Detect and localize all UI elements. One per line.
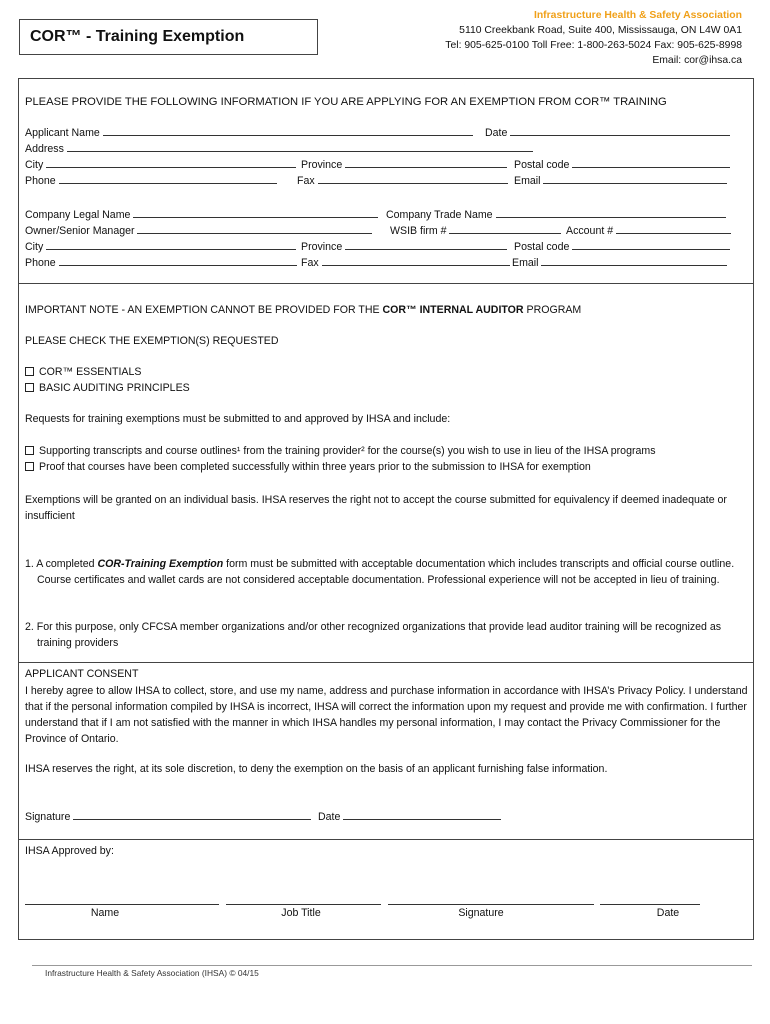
consent-date-label: Date (318, 811, 341, 823)
company-trade-name-label: Company Trade Name (386, 209, 493, 221)
company-legal-name-row (25, 209, 378, 221)
consent-date-row (318, 811, 501, 823)
org-contact-block (445, 8, 742, 68)
consent-heading: APPLICANT CONSENT (25, 668, 139, 680)
proof-label: Proof that courses have been completed successfully within three years prior to the submission to IHSA for exemption (39, 461, 591, 473)
requests-text: Requests for training exemptions must be submitted to and approved by IHSA and include: (25, 413, 451, 425)
applicant-address-row (25, 143, 533, 155)
transcripts-checkbox[interactable] (25, 446, 34, 455)
approval-name-field[interactable] (25, 904, 219, 905)
reserve-text: IHSA reserves the right, at its sole discretion, to deny the exemption on the basis of an applicant furnishing false information. (25, 763, 608, 775)
owner-label: Owner/Senior Manager (25, 225, 135, 237)
company-email-field[interactable] (541, 257, 727, 266)
approval-heading: IHSA Approved by: (25, 845, 114, 857)
granted-text: Exemptions will be granted on an individual basis. IHSA reserves the right not to accept the course submitted for equivalency if deemed inadequate or insufficient (25, 494, 727, 522)
option-basic-auditing[interactable] (25, 382, 190, 394)
applicant-name-label: Applicant Name (25, 127, 100, 139)
applicant-province-label: Province (301, 159, 343, 171)
footnote-1 (25, 556, 743, 588)
account-field[interactable] (616, 225, 731, 234)
essentials-label: COR™ ESSENTIALS (39, 366, 142, 378)
auditor-note-bold: COR™ INTERNAL AUDITOR (382, 304, 524, 316)
applicant-heading: PLEASE PROVIDE THE FOLLOWING INFORMATION IF YOU ARE APPLYING FOR AN EXEMPTION FROM COR™ TRAINING (25, 96, 667, 108)
org-phones: Tel: 905-625-0100 Toll Free: 1-800-263-5024 Fax: 905-625-8998 (445, 40, 742, 51)
company-email-row (512, 257, 727, 269)
proof-checkbox[interactable] (25, 462, 34, 471)
applicant-phone-field[interactable] (59, 175, 277, 184)
requirement-transcripts[interactable] (25, 445, 656, 457)
consent-date-field[interactable] (343, 811, 501, 820)
footer-divider (32, 965, 752, 966)
approval-signature-label: Signature (458, 907, 504, 919)
applicant-date-field[interactable] (510, 127, 730, 136)
form-title: COR™ - Training Exemption (30, 28, 245, 45)
company-city-field[interactable] (46, 241, 296, 250)
applicant-address-field[interactable] (67, 143, 533, 152)
applicant-city-row (25, 159, 296, 171)
company-phone-field[interactable] (59, 257, 297, 266)
company-email-label: Email (512, 257, 539, 269)
wsib-field[interactable] (449, 225, 561, 234)
wsib-row (390, 225, 561, 237)
company-fax-row (301, 257, 510, 269)
applicant-date-label: Date (485, 127, 508, 139)
footnote-1-bold: COR-Training Exemption (97, 558, 224, 570)
org-name: Infrastructure Health & Safety Association (533, 10, 742, 21)
applicant-city-label: City (25, 159, 44, 171)
option-essentials[interactable] (25, 366, 141, 378)
company-trade-name-row (386, 209, 726, 221)
applicant-phone-row (25, 175, 277, 187)
basic-auditing-label: BASIC AUDITING PRINCIPLES (39, 382, 190, 394)
transcripts-label: Supporting transcripts and course outlines¹ from the training provider² for the course(s) you wish to use in lieu of the IHSA programs (39, 445, 656, 457)
company-phone-label: Phone (25, 257, 56, 269)
account-row (566, 225, 731, 237)
applicant-email-row (514, 175, 727, 187)
approval-job-title-label: Job Title (281, 907, 321, 919)
auditor-note (25, 304, 581, 316)
check-heading: PLEASE CHECK THE EXEMPTION(S) REQUESTED (25, 335, 279, 347)
applicant-fax-row (297, 175, 508, 187)
applicant-postal-row (514, 159, 730, 171)
company-fax-label: Fax (301, 257, 319, 269)
applicant-date-row (485, 127, 730, 139)
form-title-box (19, 19, 318, 55)
approval-section (18, 840, 754, 940)
company-legal-name-field[interactable] (133, 209, 378, 218)
consent-signature-label: Signature (25, 811, 71, 823)
company-postal-field[interactable] (572, 241, 730, 250)
applicant-postal-label: Postal code (514, 159, 570, 171)
company-fax-field[interactable] (322, 257, 510, 266)
footnote-2: 2. For this purpose, only CFCSA member organizations and/or other recognized organizations that provide lead auditor training will be recognized as training providers (25, 621, 722, 649)
applicant-city-field[interactable] (46, 159, 296, 168)
company-postal-row (514, 241, 730, 253)
applicant-province-field[interactable] (345, 159, 507, 168)
applicant-address-label: Address (25, 143, 64, 155)
requirement-proof[interactable] (25, 461, 591, 473)
company-province-field[interactable] (345, 241, 507, 250)
auditor-note-prefix: IMPORTANT NOTE - AN EXEMPTION CANNOT BE PROVIDED FOR THE (25, 304, 383, 316)
applicant-fax-label: Fax (297, 175, 315, 187)
applicant-fax-field[interactable] (318, 175, 508, 184)
owner-field[interactable] (137, 225, 372, 234)
footer-copyright: Infrastructure Health & Safety Association (IHSA) © 04/15 (45, 968, 259, 978)
company-legal-name-label: Company Legal Name (25, 209, 131, 221)
company-postal-label: Postal code (514, 241, 570, 253)
approval-date-label: Date (656, 907, 680, 919)
applicant-name-row (25, 127, 473, 139)
company-city-row (25, 241, 296, 253)
basic-auditing-checkbox[interactable] (25, 383, 34, 392)
applicant-phone-label: Phone (25, 175, 56, 187)
consent-signature-row (25, 811, 311, 823)
footnote-1-suffix: form must be submitted with acceptable documentation which includes transcripts and official course outline. Course certificates and wallet cards are not considered acceptable documentation. Professional experience will not be accepted in lieu of training. (37, 558, 735, 586)
consent-text: I hereby agree to allow IHSA to collect, store, and use my name, address and purchase information in accordance with IHSA’s Privacy Policy. I understand that if the personal information compiled by IHSA is incorrect, IHSA will correct the information upon my request and provide me with confirmation. I further understand that if I am not satisfied with the manner in which IHSA handles my personal information, I may contact the Privacy Commissioner for the Province of Ontario. (25, 685, 748, 745)
approval-name-label: Name (90, 907, 120, 919)
approval-signature-field[interactable] (388, 904, 594, 905)
footnote-1-prefix: 1. A completed (25, 558, 98, 570)
company-city-label: City (25, 241, 44, 253)
company-phone-row (25, 257, 297, 269)
owner-row (25, 225, 372, 237)
approval-date-field[interactable] (600, 904, 700, 905)
consent-signature-field[interactable] (73, 811, 311, 820)
applicant-email-field[interactable] (543, 175, 727, 184)
applicant-name-field[interactable] (103, 127, 473, 136)
applicant-postal-field[interactable] (572, 159, 730, 168)
company-trade-name-field[interactable] (496, 209, 726, 218)
applicant-email-label: Email (514, 175, 541, 187)
auditor-note-suffix: PROGRAM (523, 304, 582, 316)
approval-job-title-field[interactable] (226, 904, 381, 905)
wsib-label: WSIB firm # (390, 225, 447, 237)
org-address: 5110 Creekbank Road, Suite 400, Mississauga, ON L4W 0A1 (459, 25, 742, 36)
org-email: Email: cor@ihsa.ca (652, 55, 742, 66)
applicant-province-row (301, 159, 507, 171)
company-province-row (301, 241, 507, 253)
account-label: Account # (566, 225, 614, 237)
essentials-checkbox[interactable] (25, 367, 34, 376)
company-province-label: Province (301, 241, 343, 253)
